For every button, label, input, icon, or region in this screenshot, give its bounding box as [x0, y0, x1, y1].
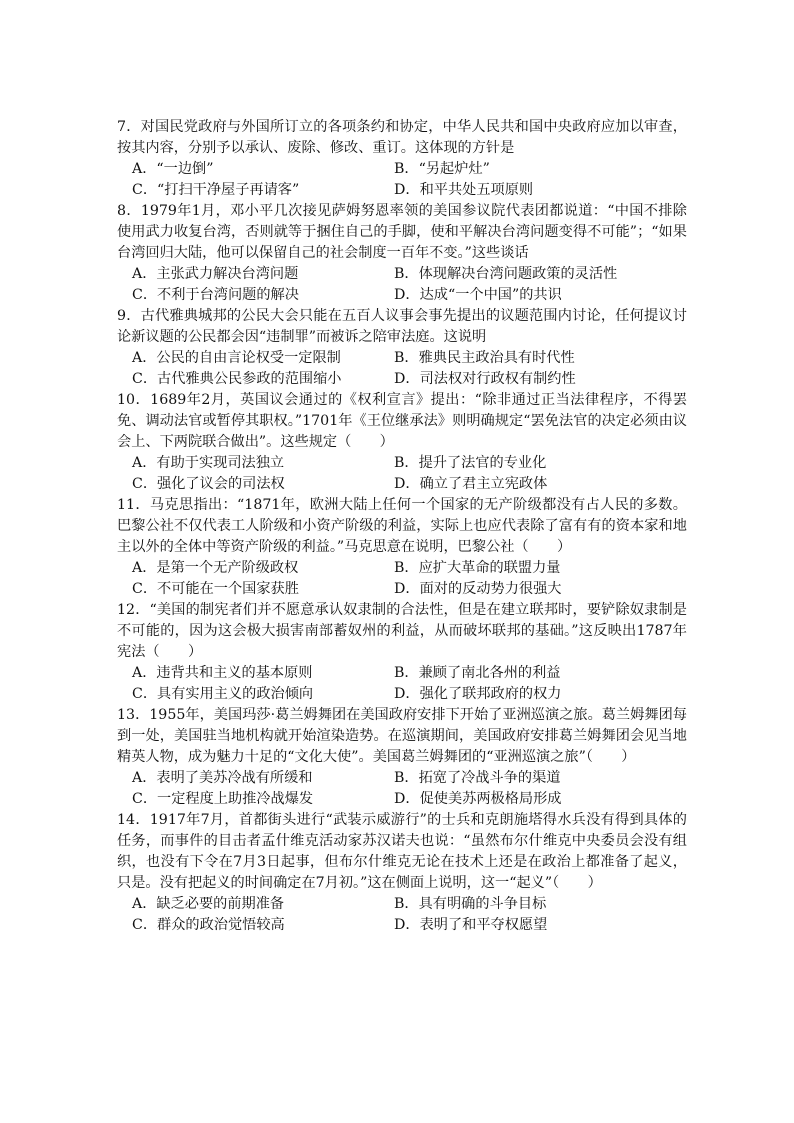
- option-c: C．古代雅典公民参政的范围缩小: [132, 371, 342, 387]
- option-d: D．达成“一个中国”的共识: [394, 287, 562, 303]
- option-d: D．确立了君主立宪政体: [394, 476, 548, 492]
- option-d: D．面对的反动势力很强大: [394, 581, 562, 597]
- option-d: D．司法权对行政权有制约性: [394, 371, 576, 387]
- option-a: A．缺乏必要的前期准备: [132, 896, 285, 912]
- option-c: C．不可能在一个国家获胜: [132, 581, 299, 597]
- option-c: C．群众的政治觉悟较高: [132, 917, 285, 933]
- option-b: B．应扩大革命的联盟力量: [394, 560, 561, 576]
- option-grid: [117, 159, 687, 201]
- option-c: C．不利于台湾问题的解决: [132, 287, 299, 303]
- option-c: C．具有实用主义的政治倾向: [132, 686, 314, 702]
- option-b: B．“另起炉灶”: [394, 161, 490, 177]
- option-grid: [117, 558, 687, 600]
- question-stem: 9．古代雅典城邦的公民大会只能在五百人议事会事先提出的议题范围内讨论，任何提议讨论新议题的公民都会因“违制罪”而被诉之陪审法庭。这说明: [117, 308, 687, 345]
- option-d: D．促使美苏两极格局形成: [394, 791, 562, 807]
- question-stem: 7．对国民党政府与外国所订立的各项条约和协定，中华人民共和国中央政府应加以审查，按其内容，分别予以承认、废除、修改、重订。这体现的方针是: [117, 119, 687, 156]
- question-stem: 8．1979年1月，邓小平几次接见萨姆努恩率领的美国参议院代表团都说道：“中国不排除使用武力收复台湾，否则就等于捆住自己的手脚，使和平解决台湾问题变得不可能”；“如果台湾回归大陆，他可以保留自己的社会制度一百年不变。”这些谈话: [117, 203, 687, 261]
- question-7: [117, 117, 687, 201]
- question-stem: 12．“美国的制宪者们并不愿意承认奴隶制的合法性，但是在建立联邦时，要铲除奴隶制是不可能的，因为这会极大损害南部蓄奴州的利益，从而破坏联邦的基础。”这反映出1787年宪法（ ）: [117, 602, 687, 660]
- option-a: A．是第一个无产阶级政权: [132, 560, 299, 576]
- question-9: [117, 306, 687, 390]
- question-11: [117, 495, 687, 600]
- option-c: C．“打扫干净屋子再请客”: [132, 182, 300, 198]
- option-d: D．表明了和平夺权愿望: [394, 917, 548, 933]
- option-grid: [117, 453, 687, 495]
- option-grid: [117, 894, 687, 936]
- question-8: [117, 201, 687, 306]
- option-a: A．表明了美苏冷战有所缓和: [132, 770, 313, 786]
- option-a: A．“一边倒”: [132, 161, 214, 177]
- question-14: [117, 810, 687, 936]
- option-c: C．强化了议会的司法权: [132, 476, 285, 492]
- option-d: D．和平共处五项原则: [394, 182, 534, 198]
- option-c: C．一定程度上助推冷战爆发: [132, 791, 314, 807]
- question-10: [117, 390, 687, 495]
- question-stem: 11．马克思指出：“1871年，欧洲大陆上任何一个国家的无产阶级都没有占人民的多数。巴黎公社不仅代表工人阶级和小资产阶级的利益，实际上也应代表除了富有有的资本家和地主以外的全体中等资产阶级的利益。”马克思意在说明，巴黎公社（ ）: [117, 497, 687, 555]
- option-b: B．兼顾了南北各州的利益: [394, 665, 561, 681]
- question-stem: 14．1917年7月，首都街头进行“武装示威游行”的士兵和克朗施塔得水兵没有得到具体的任务，而事件的目击者孟什维克活动家苏汉诺夫也说：“虽然布尔什维克中央委员会没有组织，也没有下令在7月3日起事，但布尔什维克无论在技术上还是在政治上都准备了起义，只是。没有把起义的时间确定在7月初。”这在侧面上说明，这一“起义”（ ）: [117, 812, 687, 891]
- option-b: B．提升了法官的专业化: [394, 455, 547, 471]
- question-13: [117, 705, 687, 810]
- option-a: A．有助于实现司法独立: [132, 455, 285, 471]
- option-b: B．雅典民主政治具有时代性: [394, 350, 575, 366]
- option-grid: [117, 264, 687, 306]
- option-b: B．拓宽了冷战斗争的渠道: [394, 770, 561, 786]
- question-list: [117, 117, 687, 936]
- option-a: A．违背共和主义的基本原则: [132, 665, 313, 681]
- option-a: A．公民的自由言论权受一定限制: [132, 350, 341, 366]
- question-stem: 13．1955年，美国玛莎·葛兰姆舞团在美国政府安排下开始了亚洲巡演之旅。葛兰姆舞团每到一处，美国驻当地机构就开始渲染造势。在巡演期间，美国政府安排葛兰姆舞团会见当地精英人物，成为魅力十足的“文化大使”。美国葛兰姆舞团的“亚洲巡演之旅”（ ）: [117, 707, 687, 765]
- option-grid: [117, 348, 687, 390]
- question-12: [117, 600, 687, 705]
- option-b: B．具有明确的斗争目标: [394, 896, 547, 912]
- option-a: A．主张武力解决台湾问题: [132, 266, 299, 282]
- option-grid: [117, 768, 687, 810]
- question-stem: 10．1689年2月，英国议会通过的《权利宣言》提出：“除非通过正当法律程序，不得罢免、调动法官或暂停其职权。”1701年《王位继承法》则明确规定“罢免法官的决定必须由议会上、下两院联合做出”。这些规定（ ）: [117, 392, 687, 450]
- option-grid: [117, 663, 687, 705]
- option-d: D．强化了联邦政府的权力: [394, 686, 562, 702]
- option-b: B．体现解决台湾问题政策的灵活性: [394, 266, 618, 282]
